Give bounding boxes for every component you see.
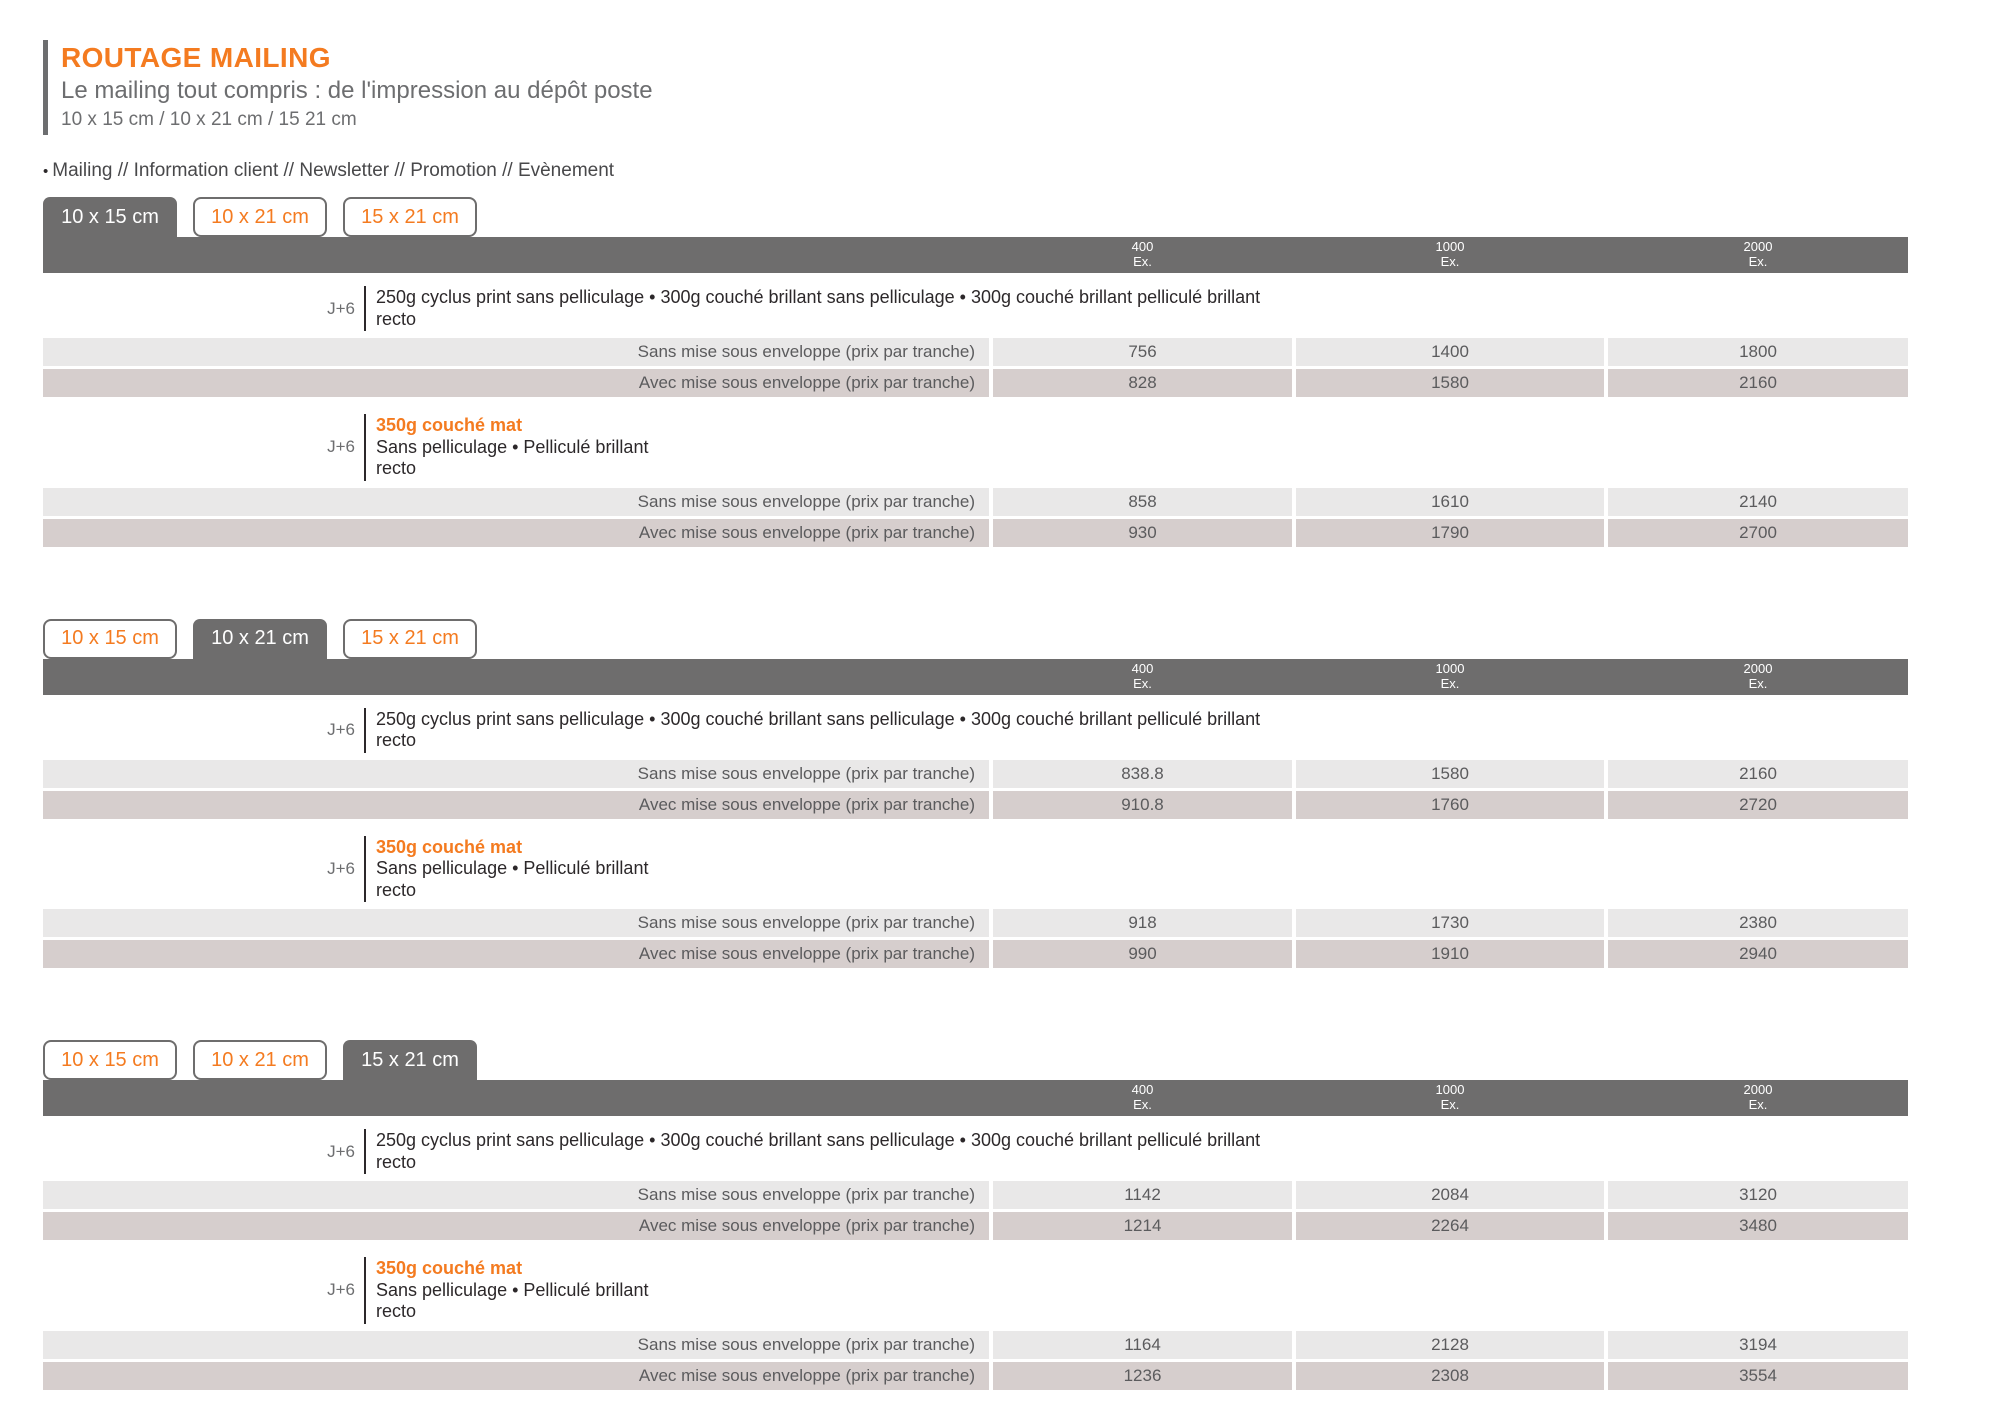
tab-bar: [43, 197, 1908, 237]
spacer: [43, 1257, 315, 1324]
price-row: [43, 488, 1908, 516]
price-cell: 1800: [1608, 338, 1908, 366]
page-subtitle: Le mailing tout compris : de l'impression au dépôt poste: [61, 77, 653, 104]
product-side: recto: [376, 879, 417, 900]
pricing-section-2: [43, 619, 1908, 969]
price-cell: 930: [993, 519, 1292, 547]
price-cell: 2380: [1608, 909, 1908, 937]
table-header-bar: [43, 659, 1908, 695]
column-unit: Ex.: [1748, 254, 1768, 269]
tab-10x15cm[interactable]: 10 x 15 cm: [43, 197, 177, 237]
column-qty: 1000: [1435, 239, 1465, 255]
spacer: [43, 1129, 315, 1174]
price-row: [43, 760, 1908, 788]
row-label: Sans mise sous enveloppe (prix par tranche): [43, 1181, 989, 1209]
column-header: [1608, 659, 1908, 695]
price-row: [43, 940, 1908, 968]
row-label: Sans mise sous enveloppe (prix par tranche): [43, 760, 989, 788]
delay-label: J+6: [327, 1280, 355, 1300]
price-cell: 2720: [1608, 791, 1908, 819]
pricing-section-3: [43, 1040, 1908, 1390]
row-label: Avec mise sous enveloppe (prix par tranche): [43, 791, 989, 819]
column-header: [993, 1080, 1292, 1116]
price-row: [43, 909, 1908, 937]
row-label: Avec mise sous enveloppe (prix par tranche): [43, 1212, 989, 1240]
price-cell: 918: [993, 909, 1292, 937]
product-description: [376, 1257, 648, 1324]
spacer: [43, 836, 315, 903]
column-header: [993, 237, 1292, 273]
vertical-divider-line: [364, 1257, 366, 1324]
price-row: [43, 1362, 1908, 1390]
pricing-section-1: [43, 197, 1908, 547]
product-description: [376, 286, 1260, 331]
product-description: [376, 1129, 1260, 1174]
column-header: [993, 659, 1292, 695]
table-header-bar: [43, 237, 1908, 273]
tab-bar: [43, 1040, 1908, 1080]
product-header: [43, 1257, 1908, 1324]
spacer: [43, 414, 315, 481]
product-side: recto: [376, 1301, 417, 1321]
delay-label: J+6: [327, 858, 355, 878]
vertical-divider-line: [364, 836, 366, 903]
header-spacer: [43, 237, 989, 273]
tab-10x15cm[interactable]: 10 x 15 cm: [43, 1040, 177, 1080]
price-cell: 1142: [993, 1181, 1292, 1209]
tab-10x15cm[interactable]: 10 x 15 cm: [43, 619, 177, 659]
tab-10x21cm[interactable]: 10 x 21 cm: [193, 197, 327, 237]
product-description: [376, 708, 1260, 753]
product-header: [43, 708, 1908, 753]
price-cell: 1580: [1296, 369, 1604, 397]
delay-label: J+6: [327, 437, 355, 457]
product-side: recto: [376, 308, 417, 329]
tab-10x21cm[interactable]: 10 x 21 cm: [193, 1040, 327, 1080]
column-header: [1608, 237, 1908, 273]
spacer: [43, 286, 315, 331]
row-label: Sans mise sous enveloppe (prix par tranche): [43, 909, 989, 937]
column-unit: Ex.: [1748, 1097, 1768, 1112]
tab-10x21cm[interactable]: 10 x 21 cm: [193, 619, 327, 659]
formats-line: 10 x 15 cm / 10 x 21 cm / 15 21 cm: [61, 109, 357, 130]
table-header-bar: [43, 1080, 1908, 1116]
price-cell: 1790: [1296, 519, 1604, 547]
price-cell: 3554: [1608, 1362, 1908, 1390]
product-side: recto: [376, 1151, 417, 1172]
row-label: Avec mise sous enveloppe (prix par tranche): [43, 1362, 989, 1390]
row-label: Avec mise sous enveloppe (prix par tranche): [43, 519, 989, 547]
product-highlight: 350g couché mat: [376, 836, 523, 857]
column-qty: 400: [1131, 1082, 1154, 1098]
price-cell: 2084: [1296, 1181, 1604, 1209]
price-cell: 2700: [1608, 519, 1908, 547]
price-cell: 3194: [1608, 1331, 1908, 1359]
price-cell: 1164: [993, 1331, 1292, 1359]
price-cell: 910.8: [993, 791, 1292, 819]
price-cell: 2128: [1296, 1331, 1604, 1359]
column-header: [1296, 237, 1604, 273]
price-cell: 838.8: [993, 760, 1292, 788]
price-cell: 1214: [993, 1212, 1292, 1240]
price-cell: 2160: [1608, 369, 1908, 397]
uses-line: [43, 160, 1908, 182]
price-cell: 1910: [1296, 940, 1604, 968]
tab-15x21cm[interactable]: 15 x 21 cm: [343, 197, 477, 237]
column-qty: 400: [1131, 660, 1154, 676]
column-qty: 1000: [1435, 660, 1465, 676]
tab-15x21cm[interactable]: 15 x 21 cm: [343, 619, 477, 659]
price-cell: 2308: [1296, 1362, 1604, 1390]
product-papers: Sans pelliculage • Pelliculé brillant: [376, 858, 649, 878]
product-header: [43, 414, 1908, 481]
vertical-divider-line: [364, 286, 366, 331]
column-header: [1296, 659, 1604, 695]
bullet-icon: •: [43, 162, 49, 180]
product-side: recto: [376, 730, 417, 750]
price-cell: 990: [993, 940, 1292, 968]
price-row: [43, 1212, 1908, 1240]
price-cell: 756: [993, 338, 1292, 366]
product-description: [376, 836, 648, 903]
price-cell: 1236: [993, 1362, 1292, 1390]
column-unit: Ex.: [1748, 675, 1768, 691]
tab-15x21cm[interactable]: 15 x 21 cm: [343, 1040, 477, 1080]
tab-bar: [43, 619, 1908, 659]
vertical-divider-line: [364, 1129, 366, 1174]
product-highlight: 350g couché mat: [376, 1258, 523, 1278]
product-papers: Sans pelliculage • Pelliculé brillant: [376, 1279, 649, 1300]
column-unit: Ex.: [1133, 675, 1152, 691]
price-row: [43, 519, 1908, 547]
price-cell: 2160: [1608, 760, 1908, 788]
product-papers: 250g cyclus print sans pelliculage • 300g couché brillant sans pelliculage • 300g couché brillant pelliculé brillant: [376, 1130, 1261, 1150]
product-papers: Sans pelliculage • Pelliculé brillant: [376, 436, 649, 457]
row-label: Sans mise sous enveloppe (prix par tranche): [43, 488, 989, 516]
price-cell: 3120: [1608, 1181, 1908, 1209]
column-qty: 2000: [1743, 1082, 1773, 1098]
product-header: [43, 836, 1908, 903]
price-cell: 1580: [1296, 760, 1604, 788]
column-unit: Ex.: [1133, 1097, 1152, 1112]
price-cell: 2940: [1608, 940, 1908, 968]
sections: [43, 197, 1908, 1390]
price-row: [43, 369, 1908, 397]
product-description: [376, 414, 648, 481]
page-header: [43, 40, 1908, 135]
page-title: ROUTAGE MAILING: [61, 42, 331, 73]
product-header: [43, 1129, 1908, 1174]
price-row: [43, 1331, 1908, 1359]
column-unit: Ex.: [1133, 254, 1152, 269]
row-label: Avec mise sous enveloppe (prix par tranche): [43, 369, 989, 397]
product-side: recto: [376, 458, 417, 478]
product-papers: 250g cyclus print sans pelliculage • 300g couché brillant sans pelliculage • 300g couché brillant pelliculé brillant: [376, 708, 1261, 729]
column-qty: 1000: [1435, 1082, 1465, 1098]
price-cell: 2264: [1296, 1212, 1604, 1240]
delay-label: J+6: [327, 720, 355, 739]
price-row: [43, 1181, 1908, 1209]
column-unit: Ex.: [1440, 675, 1460, 691]
column-unit: Ex.: [1440, 254, 1460, 269]
price-cell: 2140: [1608, 488, 1908, 516]
column-unit: Ex.: [1440, 1097, 1460, 1112]
price-cell: 3480: [1608, 1212, 1908, 1240]
content: [43, 40, 1908, 1390]
product-header: [43, 286, 1908, 331]
row-label: Avec mise sous enveloppe (prix par tranche): [43, 940, 989, 968]
column-header: [1608, 1080, 1908, 1116]
spacer: [43, 708, 315, 753]
header-spacer: [43, 1080, 989, 1116]
vertical-divider-line: [364, 708, 366, 753]
delay-label: J+6: [327, 1141, 355, 1161]
price-cell: 1760: [1296, 791, 1604, 819]
price-cell: 858: [993, 488, 1292, 516]
row-label: Sans mise sous enveloppe (prix par tranche): [43, 1331, 989, 1359]
price-cell: 1610: [1296, 488, 1604, 516]
vertical-divider-line: [364, 414, 366, 481]
price-row: [43, 338, 1908, 366]
product-papers: 250g cyclus print sans pelliculage • 300g couché brillant sans pelliculage • 300g couché brillant pelliculé brillant: [376, 287, 1261, 307]
price-cell: 1400: [1296, 338, 1604, 366]
price-cell: 828: [993, 369, 1292, 397]
price-row: [43, 791, 1908, 819]
header-spacer: [43, 659, 989, 695]
price-cell: 1730: [1296, 909, 1604, 937]
delay-label: J+6: [327, 298, 355, 318]
row-label: Sans mise sous enveloppe (prix par tranche): [43, 338, 989, 366]
column-header: [1296, 1080, 1604, 1116]
column-qty: 2000: [1743, 239, 1773, 255]
product-highlight: 350g couché mat: [376, 415, 523, 435]
column-qty: 400: [1131, 239, 1154, 255]
uses-text: Mailing // Information client // Newsletter // Promotion // Evènement: [52, 160, 615, 181]
column-qty: 2000: [1743, 660, 1773, 676]
